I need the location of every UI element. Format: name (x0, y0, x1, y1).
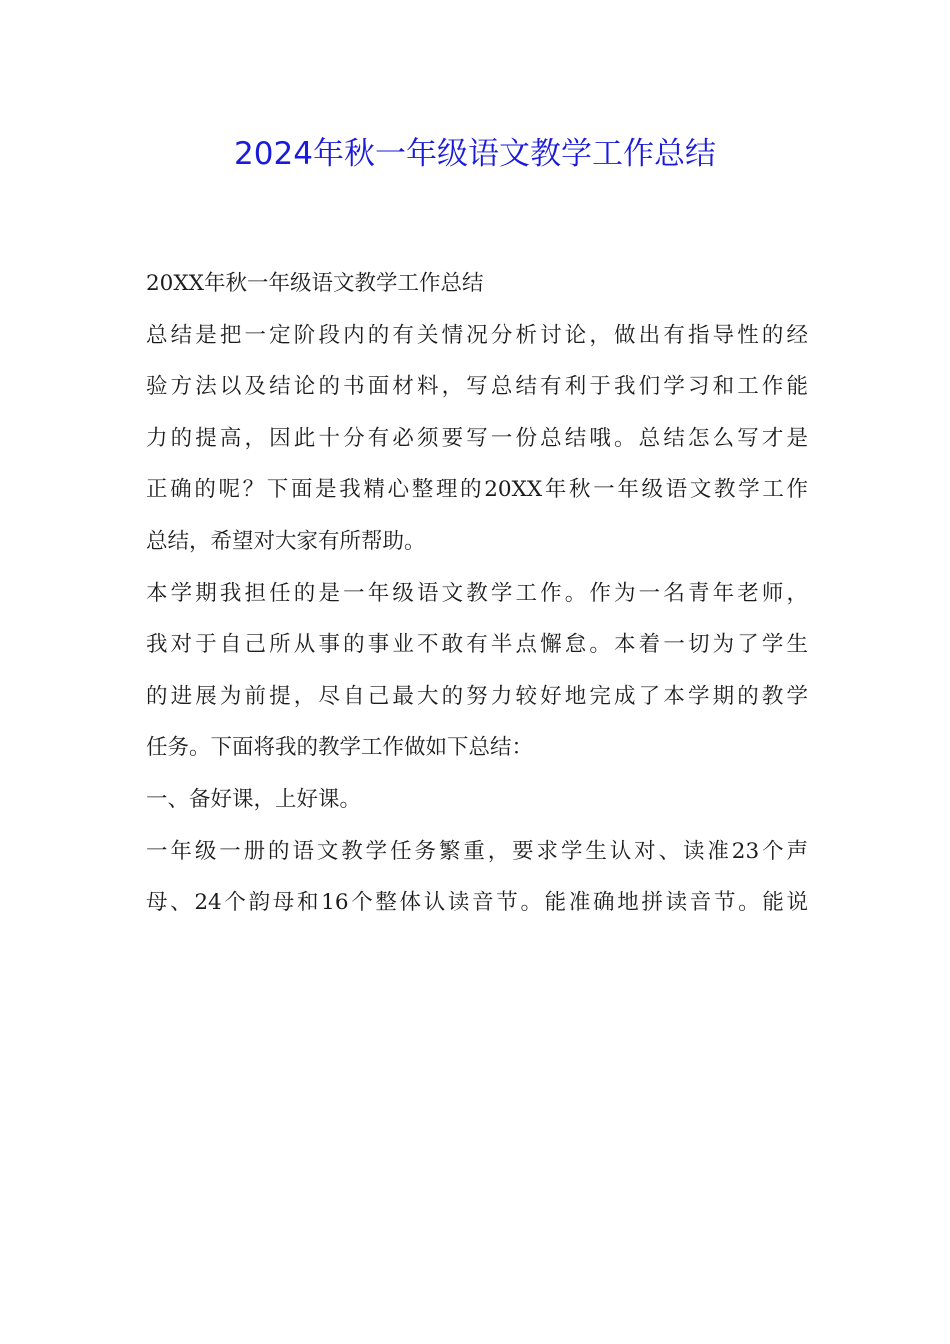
document-title: 2024年秋一年级语文教学工作总结 (234, 136, 716, 172)
subtitle-line: 20XX年秋一年级语文教学工作总结 (146, 271, 484, 296)
paragraph-line: 力的提高，因此十分有必须要写一份总结哦。总结怎么写才是 (146, 425, 808, 451)
section-heading: 一、备好课，上好课。 (146, 786, 362, 812)
paragraph-line: 我对于自己所从事的事业不敢有半点懈怠。本着一切为了学生 (146, 632, 808, 658)
paragraph-line: 验方法以及结论的书面材料，写总结有利于我们学习和工作能 (146, 374, 808, 400)
paragraph-line: 一年级一册的语文教学任务繁重，要求学生认对、读准23个声 (146, 838, 808, 864)
paragraph-line: 总结是把一定阶段内的有关情况分析讨论，做出有指导性的经 (146, 322, 808, 348)
paragraph-line: 总结，希望对大家有所帮助。 (146, 528, 426, 554)
paragraph-line: 母、24个韵母和16个整体认读音节。能准确地拼读音节。能说 (146, 890, 808, 916)
paragraph-line: 正确的呢？下面是我精心整理的20XX年秋一年级语文教学工作 (146, 477, 808, 503)
document-body (146, 264, 808, 935)
paragraph-line: 的进展为前提，尽自己最大的努力较好地完成了本学期的教学 (146, 683, 808, 709)
paragraph-line: 任务。下面将我的教学工作做如下总结： (146, 735, 534, 761)
paragraph-line: 本学期我担任的是一年级语文教学工作。作为一名青年老师， (146, 580, 808, 606)
